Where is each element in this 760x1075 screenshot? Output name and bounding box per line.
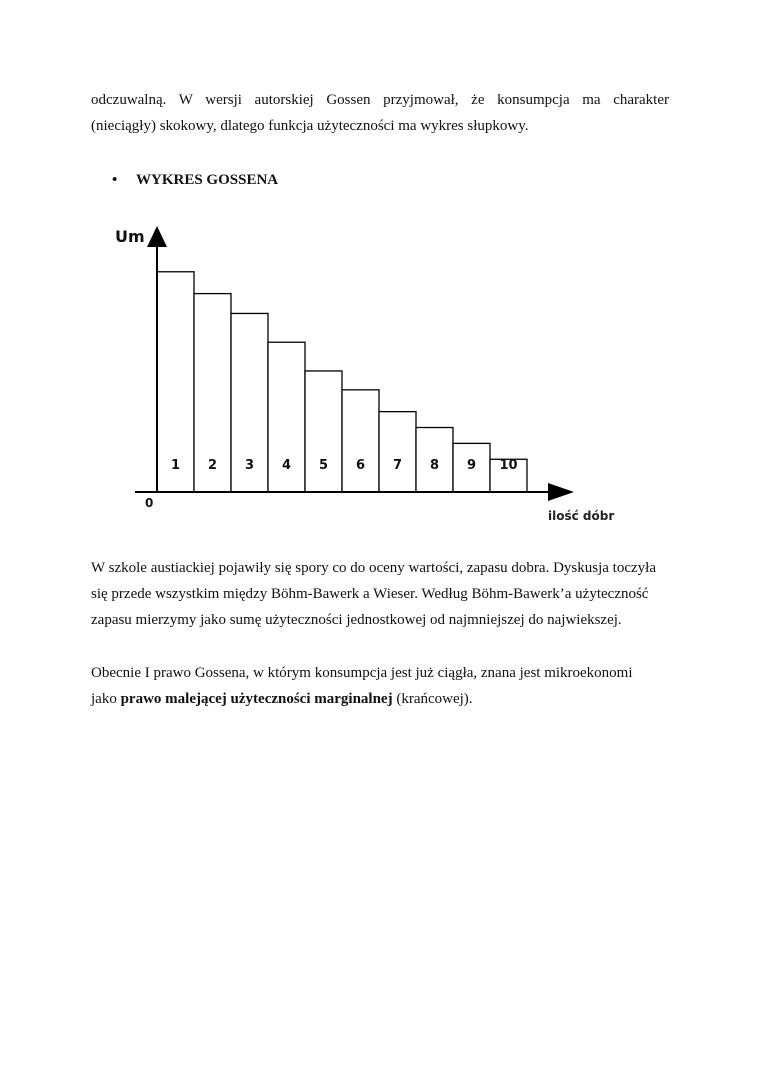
x-axis-arrow-icon bbox=[548, 483, 574, 501]
bar-label-2: 2 bbox=[207, 458, 218, 473]
x-axis-label: ilość dóbr bbox=[548, 509, 615, 523]
bar-6 bbox=[342, 390, 379, 492]
bar-7 bbox=[379, 412, 416, 492]
bar-label-5: 5 bbox=[318, 458, 329, 473]
bullet-heading-text: WYKRES GOSSENA bbox=[136, 172, 279, 188]
y-axis-arrow-icon bbox=[147, 226, 167, 247]
bar-label-4: 4 bbox=[281, 458, 292, 473]
intro-paragraph bbox=[91, 87, 669, 139]
bottom-paragraph bbox=[91, 660, 669, 712]
bar-5 bbox=[305, 371, 342, 492]
bar-label-7: 7 bbox=[392, 458, 403, 473]
bar-label-6: 6 bbox=[355, 458, 366, 473]
intro-line-1: odczuwalną. W wersji autorskiej Gossen przyjmował, że konsumpcja ma charakter bbox=[91, 92, 669, 108]
bottom-line-2 bbox=[91, 686, 669, 712]
bullet-heading bbox=[112, 170, 278, 190]
chart-bars bbox=[157, 272, 527, 492]
gossen-chart bbox=[115, 222, 640, 523]
bottom-line-1: Obecnie I prawo Gossena, w którym konsumpcja jest już ciągła, znana jest mikroekonomi bbox=[91, 665, 633, 681]
bottom-line-2-prefix: jako bbox=[91, 691, 121, 707]
middle-line-2: się przede wszystkim między Böhm-Bawerk a Wieser. Według Böhm-Bawerk’a użyteczność bbox=[91, 586, 649, 602]
bar-label-10: 10 bbox=[499, 458, 518, 473]
y-axis-label-text: Um bbox=[115, 227, 145, 246]
bar-label-9: 9 bbox=[466, 458, 477, 473]
bar-label-3: 3 bbox=[244, 458, 255, 473]
origin-label: 0 bbox=[145, 496, 154, 510]
intro-line-2: (nieciągły) skokowy, dlatego funkcja użyteczności ma wykres słupkowy. bbox=[91, 118, 529, 134]
bar-label-8: 8 bbox=[429, 458, 440, 473]
middle-line-3: zapasu mierzymy jako sumę użyteczności jednostkowej od najmniejszej do najwiekszej. bbox=[91, 612, 622, 628]
middle-paragraph bbox=[91, 555, 669, 633]
law-name-bold: prawo malejącej użyteczności marginalnej bbox=[120, 691, 393, 707]
bar-label-1: 1 bbox=[170, 458, 181, 473]
bottom-line-2-suffix: (krańcowej). bbox=[392, 691, 473, 707]
bullet-icon: • bbox=[112, 172, 118, 188]
middle-line-1: W szkole austiackiej pojawiły się spory co do oceny wartości, zapasu dobra. Dyskusja toczyła bbox=[91, 560, 656, 576]
y-axis-label bbox=[115, 227, 145, 246]
